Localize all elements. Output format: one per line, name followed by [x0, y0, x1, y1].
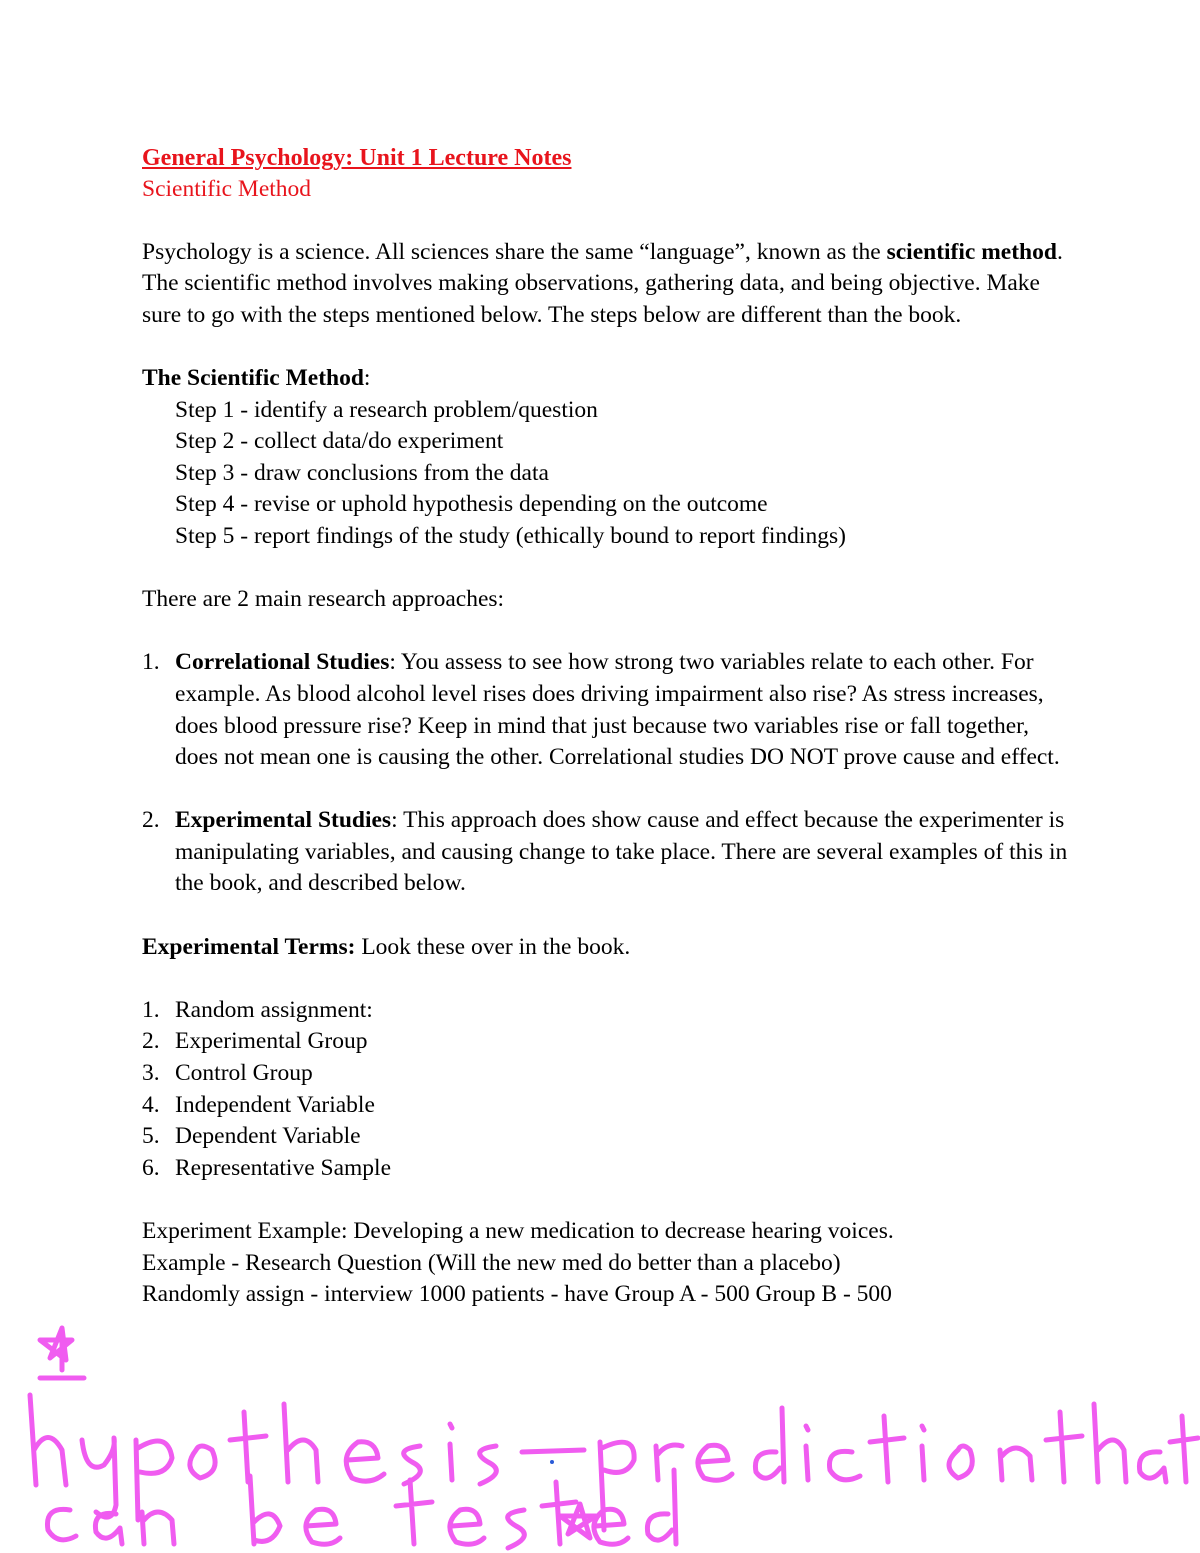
- spacer: [142, 205, 1072, 237]
- approach-text: [175, 647, 1072, 773]
- approach-text: [175, 805, 1072, 900]
- method-heading-colon: :: [363, 364, 371, 391]
- term-number: 4.: [142, 1091, 160, 1118]
- handwriting-that: [1046, 1404, 1198, 1482]
- approach-name: Correlational Studies: [175, 649, 390, 676]
- spacer: [142, 1184, 1072, 1216]
- ink-dot: [550, 1460, 554, 1464]
- spacer: [142, 553, 1072, 585]
- approach-item-experimental: [142, 805, 1072, 900]
- term-label: Experimental Group: [175, 1028, 368, 1055]
- method-heading-text: The Scientific Method: [142, 364, 364, 391]
- page-title: General Psychology: Unit 1 Lecture Notes: [142, 145, 572, 171]
- intro-text-2: . The scientific method involves making observations, gathering data, and being objective. Make sure to go with the steps mentioned below. The steps below are different than the book.: [142, 238, 1063, 328]
- handwritten-annotation: [0, 1300, 1200, 1553]
- term-item: [142, 1090, 1072, 1122]
- approach-description: : You assess to see how strong two variables relate to each other. For example. As blood alcohol level rises does driving impairment also rise? As stress increases, does blood pressure rise? Keep in mind that just because two variables rise or fall together, does not mean one is causing the other. Correlational studies DO NOT prove cause and effect.: [175, 649, 1060, 771]
- document-page: [142, 142, 1072, 1311]
- experiment-example: [142, 1216, 1072, 1311]
- approach-item-correlational: [142, 647, 1072, 773]
- term-item: [142, 995, 1072, 1027]
- spacer: [142, 616, 1072, 648]
- term-number: 5.: [142, 1123, 160, 1150]
- approach-description: : This approach does show cause and effect because the experimenter is manipulating variables, and causing change to take place. There are several examples of this in the book, and described below.: [175, 807, 1068, 897]
- term-item: [142, 1121, 1072, 1153]
- page-subtitle: Scientific Method: [142, 176, 312, 202]
- star-doodle-icon: [560, 1504, 596, 1538]
- approach-name: Experimental Studies: [175, 807, 392, 834]
- method-step: Step 1 - identify a research problem/question: [175, 396, 598, 423]
- term-label: Dependent Variable: [175, 1123, 361, 1150]
- example-line: Example - Research Question (Will the new med do better than a placebo): [142, 1249, 841, 1276]
- term-label: Random assignment:: [175, 996, 373, 1023]
- term-number: 1.: [142, 996, 160, 1023]
- handwriting-can-be-tested: [47, 1470, 676, 1548]
- method-steps-list: [142, 395, 1072, 553]
- method-step: Step 5 - report findings of the study (ethically bound to report findings): [175, 522, 846, 549]
- approach-number: 1.: [142, 649, 160, 676]
- term-item: [142, 1026, 1072, 1058]
- terms-list: [142, 995, 1072, 1185]
- term-number: 3.: [142, 1060, 160, 1087]
- term-label: Control Group: [175, 1060, 313, 1087]
- spacer: [142, 331, 1072, 363]
- handwriting-prediction: [600, 1408, 1032, 1530]
- intro-paragraph: [142, 237, 1072, 332]
- term-item: [142, 1058, 1072, 1090]
- spacer: [142, 900, 1072, 932]
- handwriting-dash: [522, 1450, 584, 1452]
- star-doodle-icon: [40, 1328, 84, 1378]
- method-step: Step 3 - draw conclusions from the data: [175, 459, 549, 486]
- term-number: 6.: [142, 1154, 160, 1181]
- spacer: [142, 963, 1072, 995]
- terms-heading-text: Experimental Terms:: [142, 933, 356, 960]
- approach-number: 2.: [142, 807, 160, 834]
- method-step: Step 2 - collect data/do experiment: [175, 428, 504, 455]
- terms-note: Look these over in the book.: [355, 933, 631, 960]
- spacer: [142, 774, 1072, 806]
- terms-heading: [142, 932, 1072, 964]
- term-label: Independent Variable: [175, 1091, 375, 1118]
- term-label: Representative Sample: [175, 1154, 391, 1181]
- term-number: 2.: [142, 1028, 160, 1055]
- example-line: Experiment Example: Developing a new medication to decrease hearing voices.: [142, 1218, 894, 1244]
- example-line: Randomly assign - interview 1000 patients - have Group A - 500 Group B - 500: [142, 1281, 892, 1308]
- intro-text-1: Psychology is a science. All sciences share the same “language”, known as the: [142, 238, 887, 265]
- method-heading: [142, 363, 1072, 395]
- handwriting-hypothesis: [30, 1395, 496, 1520]
- term-item: [142, 1153, 1072, 1185]
- method-step: Step 4 - revise or uphold hypothesis depending on the outcome: [175, 491, 768, 518]
- intro-bold-term: scientific method: [886, 238, 1057, 265]
- approaches-intro: There are 2 main research approaches:: [142, 586, 505, 613]
